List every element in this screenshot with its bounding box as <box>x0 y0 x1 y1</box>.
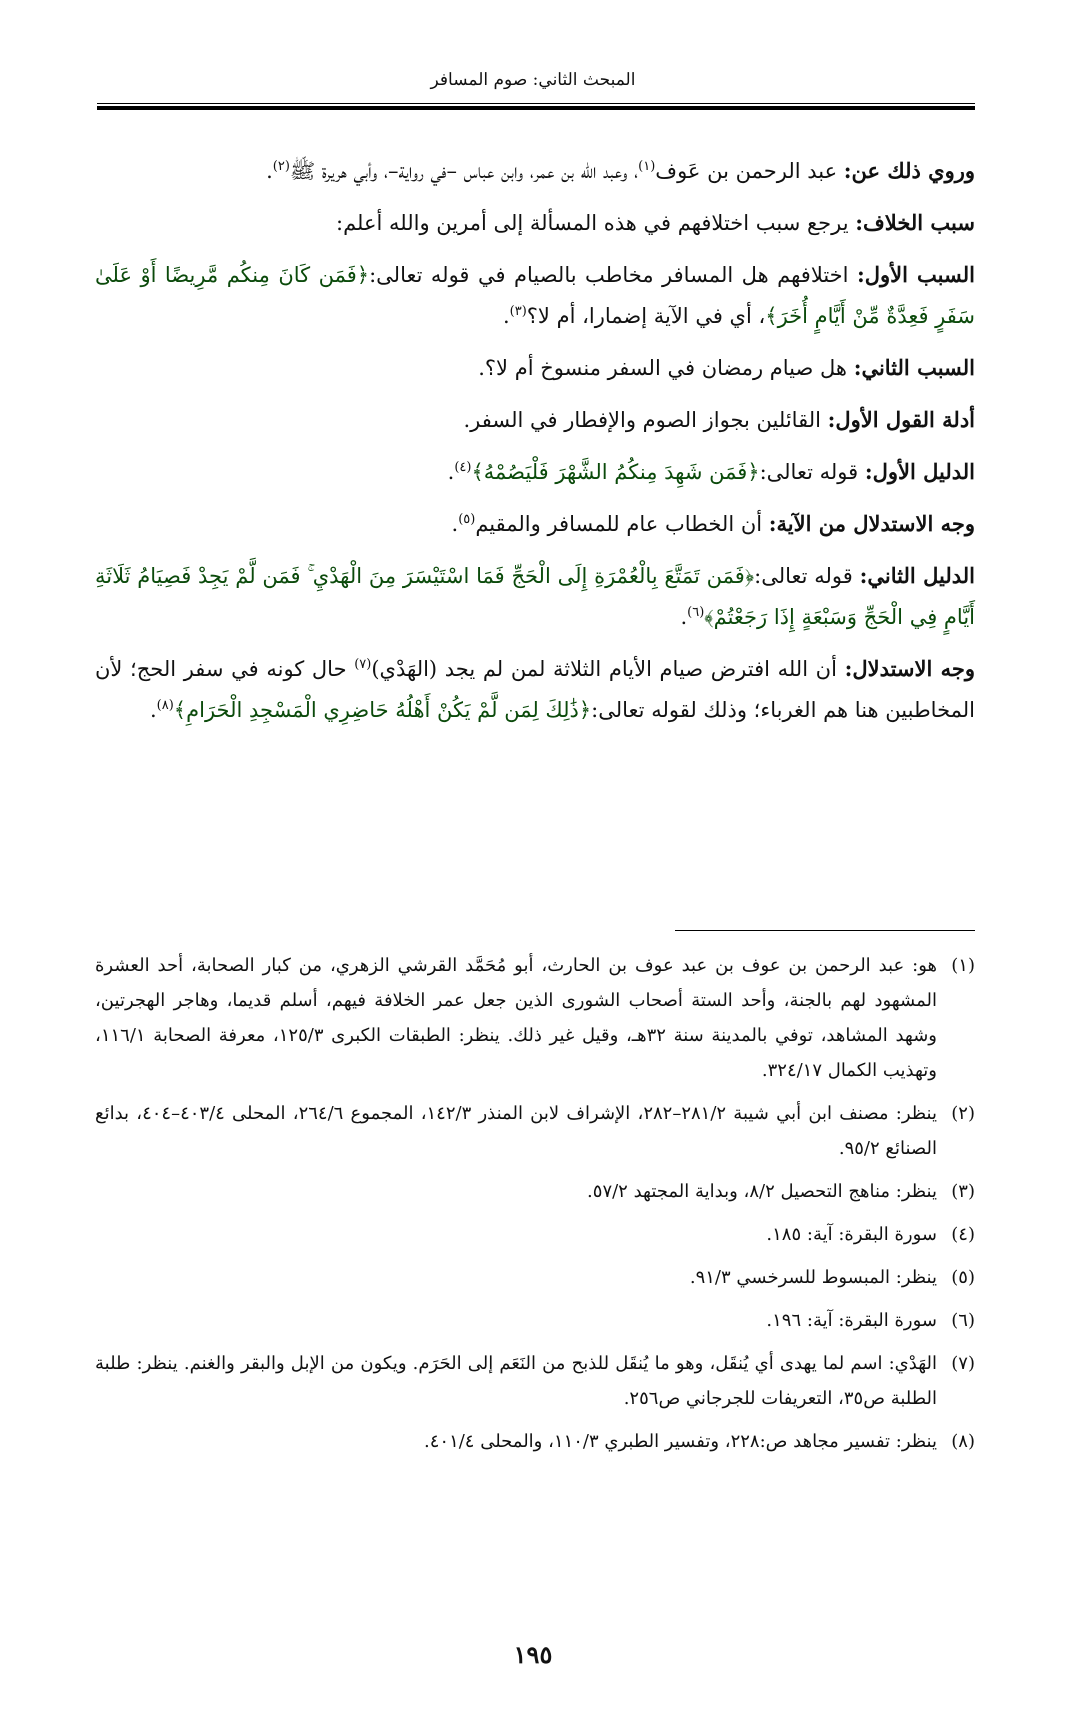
footnote: (٦) سورة البقرة: آية: ١٩٦. <box>95 1303 975 1338</box>
quran-verse: ﴿فَمَن تَمَتَّعَ بِالْعُمْرَةِ إِلَى الْحَجِّ فَمَا اسْتَيْسَرَ مِنَ الْهَدْيِ ۚ فَمَن لَّمْ يَجِدْ فَصِيَامُ ثَلَاثَةِ أَيَّامٍ فِي الْحَجِّ وَسَبْعَةٍ إِذَا رَجَعْتُمْ﴾ <box>95 564 975 629</box>
footnote: (٥) ينظر: المبسوط للسرخسي ٩١/٣. <box>95 1260 975 1295</box>
footnote: (٤) سورة البقرة: آية: ١٨٥. <box>95 1217 975 1252</box>
paragraph-second-cause: السبب الثاني: هل صيام رمضان في السفر منسوخ أم لا؟. <box>478 355 975 380</box>
quran-verse: ﴿فَمَن كَانَ مِنكُم مَّرِيضًا أَوْ عَلَىٰ سَفَرٍ فَعِدَّةٌ مِّنْ أَيَّامٍ أُخَرَ﴾ <box>95 263 975 328</box>
footnote-ref: (١) <box>638 159 656 174</box>
footnotes <box>95 948 975 1467</box>
paragraph-inference-2: وجه الاستدلال: أن الله افترض صيام الأيام الثلاثة لمن لم يجد (الهَدْي)$^{(٧)}$ حال كونه في سفر الحج؛ لأن المخاطبين هنا هم الغرباء؛ وذلك لقوله تعالى:﴿ذَٰلِكَ لِمَن لَّمْ يَكُنْ أَهْلُهُ حَاضِرِي الْمَسْجِدِ الْحَرَامِ﴾$^{(٨)}$. <box>95 656 975 722</box>
footnote-number: (٥) <box>951 1267 975 1288</box>
label: وروي ذلك عن: <box>843 158 975 183</box>
footnote-ref: (٥) <box>458 512 476 527</box>
label: الدليل الأول: <box>864 459 975 484</box>
running-header: المبحث الثاني: صوم المسافر <box>430 70 636 90</box>
label: أدلة القول الأول: <box>827 407 975 432</box>
footnote: (٢) ينظر: مصنف ابن أبي شيبة ٢٨١/٢–٢٨٢، الإشراف لابن المنذر ١٤٢/٣، المجموع ٢٦٤/٦، المحلى ٤٠٣/٤–٤٠٤، بدائع الصنائع ٩٥/٢. <box>95 1096 975 1166</box>
paragraph-first-evidence: الدليل الأول: قوله تعالى:﴿فَمَن شَهِدَ مِنكُمُ الشَّهْرَ فَلْيَصُمْهُ﴾$^{(٤)}$. <box>447 459 975 484</box>
label: السبب الثاني: <box>853 355 975 380</box>
paragraph-inference-1: وجه الاستدلال من الآية: أن الخطاب عام للمسافر والمقيم$^{(٥)}$. <box>451 511 975 536</box>
footnote: (٣) ينظر: مناهج التحصيل ٨/٢، وبداية المجتهد ٥٧/٢. <box>95 1174 975 1209</box>
footnote-ref: (٤) <box>454 460 472 475</box>
footnote: (٧) الهَدْي: اسم لما يهدى أي يُنقَل، وهو ما يُنقَل للذبح من النَعَم إلى الحَرَم. ويكون من الإبل والبقر والغنم. ينظر: طلبة الطلبة ص٣٥، التعريفات للجرجاني ص٢٥٦. <box>95 1346 975 1416</box>
footnote-separator <box>675 930 975 931</box>
label: وجه الاستدلال: <box>844 656 975 681</box>
label: سبب الخلاف: <box>855 210 975 235</box>
paragraph-first-cause: السبب الأول: اختلافهم هل المسافر مخاطب بالصيام في قوله تعالى:﴿فَمَن كَانَ مِنكُم مَّرِيضًا أَوْ عَلَىٰ سَفَرٍ فَعِدَّةٌ مِّنْ أَيَّامٍ أُخَرَ﴾، أي في الآية إضمارا، أم لا؟$^{(٣)}$. <box>95 262 975 328</box>
quran-verse: ﴿فَمَن شَهِدَ مِنكُمُ الشَّهْرَ فَلْيَصُمْهُ﴾ <box>471 460 760 484</box>
paragraph-evidence-heading: أدلة القول الأول: القائلين بجواز الصوم والإفطار في السفر. <box>463 407 975 432</box>
footnote: (٨) ينظر: تفسير مجاهد ص:٢٢٨، وتفسير الطبري ١١٠/٣، والمحلى ٤٠١/٤. <box>95 1424 975 1459</box>
paragraph-second-evidence: الدليل الثاني: قوله تعالى:﴿فَمَن تَمَتَّعَ بِالْعُمْرَةِ إِلَى الْحَجِّ فَمَا اسْتَيْسَرَ مِنَ الْهَدْيِ ۚ فَمَن لَّمْ يَجِدْ فَصِيَامُ ثَلَاثَةِ أَيَّامٍ فِي الْحَجِّ وَسَبْعَةٍ إِذَا رَجَعْتُمْ﴾$^{(٦)}$. <box>95 563 975 629</box>
paragraph-cause: سبب الخلاف: يرجع سبب اختلافهم في هذه المسألة إلى أمرين والله أعلم: <box>336 210 975 235</box>
footnote-ref: (٢) <box>272 159 290 174</box>
header-rule <box>97 103 975 110</box>
main-text <box>95 150 975 741</box>
footnote-number: (٢) <box>951 1103 975 1124</box>
label: الدليل الثاني: <box>859 563 975 588</box>
label: وجه الاستدلال من الآية: <box>768 511 975 536</box>
footnote-ref: (٣) <box>509 304 527 319</box>
footnote-number: (٨) <box>951 1431 975 1452</box>
footnote-number: (٦) <box>951 1310 975 1331</box>
footnote-ref: (٧) <box>354 657 372 672</box>
footnote-number: (٧) <box>951 1353 975 1374</box>
page-number: ١٩٥ <box>513 1640 553 1669</box>
footnote-number: (١) <box>951 955 975 976</box>
footnote-ref: (٦) <box>687 605 705 620</box>
footnote-number: (٣) <box>951 1181 975 1202</box>
label: السبب الأول: <box>856 262 975 287</box>
footnote-number: (٤) <box>951 1224 975 1245</box>
quran-verse: ﴿ذَٰلِكَ لِمَن لَّمْ يَكُنْ أَهْلُهُ حَاضِرِي الْمَسْجِدِ الْحَرَامِ﴾ <box>173 698 592 722</box>
footnote-ref: (٨) <box>156 698 174 713</box>
footnote: (١) هو: عبد الرحمن بن عوف بن عبد عوف بن الحارث، أبو مُحَمَّد القرشي الزهري، من كبار الصحابة، أحد العشرة المشهود لهم بالجنة، وأحد الستة أصحاب الشورى الذين جعل عمر الخلافة فيهم، أسلم قديما، وهاجر الهجرتين، وشهد المشاهد، توفي بالمدينة سنة ٣٢هـ، وقيل غير ذلك. ينظر: الطبقات الكبرى ١٢٥/٣، معرفة الصحابة ١١٦/١، وتهذيب الكمال ٣٢٤/١٧. <box>95 948 975 1088</box>
paragraph-narrators: وروي ذلك عن: عبد الرحمن بن عَوف$^{(١)}$، وعبد الله بن عمر، وابن عباس –في رواية–، وأبي هريرة ﷺ$^{(٢)}$. <box>266 158 975 183</box>
